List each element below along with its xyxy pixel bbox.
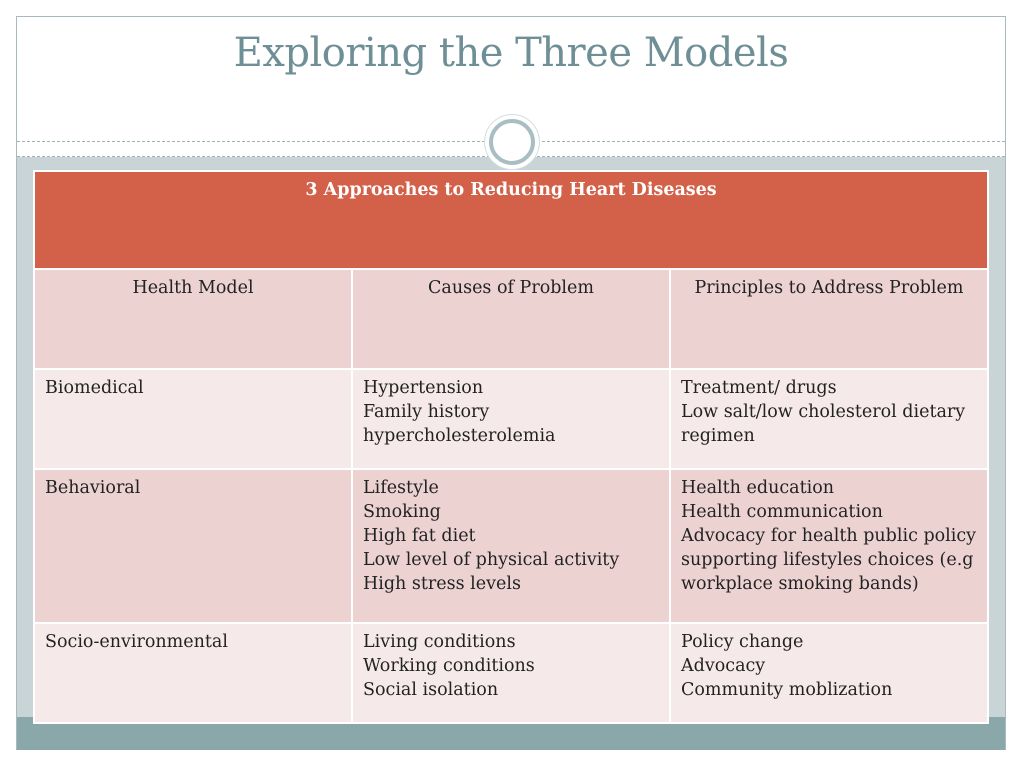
model-cell: Socio-environmental	[34, 623, 352, 723]
models-table	[33, 170, 989, 724]
principle-item: supporting lifestyles choices (e.g	[681, 550, 974, 570]
principle-item: Treatment/ drugs	[681, 378, 837, 398]
cause-item: High fat diet	[363, 526, 476, 546]
cause-item: hypercholesterolemia	[363, 426, 556, 446]
cause-item: Lifestyle	[363, 478, 439, 498]
table-header-row	[34, 269, 988, 369]
causes-cell	[352, 369, 670, 469]
principles-cell	[670, 623, 988, 723]
principle-item: Community moblization	[681, 680, 893, 700]
cause-item: Family history	[363, 402, 490, 422]
header-health-model: Health Model	[34, 269, 352, 369]
principle-item: Health communication	[681, 502, 883, 522]
cause-item: Working conditions	[363, 656, 535, 676]
principle-item: Low salt/low cholesterol dietary	[681, 402, 966, 422]
principle-item: Health education	[681, 478, 835, 498]
table-row	[34, 623, 988, 723]
table-row	[34, 369, 988, 469]
principles-cell	[670, 469, 988, 623]
slide-title: Exploring the Three Models	[233, 30, 789, 76]
cause-item: High stress levels	[363, 574, 521, 594]
principle-item: Policy change	[681, 632, 804, 652]
table-row	[34, 469, 988, 623]
principle-item: workplace smoking bands)	[681, 574, 919, 594]
causes-cell	[352, 469, 670, 623]
model-cell: Behavioral	[34, 469, 352, 623]
principle-item: regimen	[681, 426, 755, 446]
cause-item: Low level of physical activity	[363, 550, 620, 570]
cause-item: Living conditions	[363, 632, 516, 652]
divider-ring-icon	[489, 119, 535, 165]
cause-item: Social isolation	[363, 680, 499, 700]
header-principles: Principles to Address Problem	[670, 269, 988, 369]
principles-cell	[670, 369, 988, 469]
table-caption-row	[34, 171, 988, 269]
header-causes: Causes of Problem	[352, 269, 670, 369]
table-caption: 3 Approaches to Reducing Heart Diseases	[34, 171, 988, 269]
causes-cell	[352, 623, 670, 723]
cause-item: Smoking	[363, 502, 441, 522]
principle-item: Advocacy	[681, 656, 766, 676]
model-cell: Biomedical	[34, 369, 352, 469]
cause-item: Hypertension	[363, 378, 484, 398]
principle-item: Advocacy for health public policy	[681, 526, 977, 546]
